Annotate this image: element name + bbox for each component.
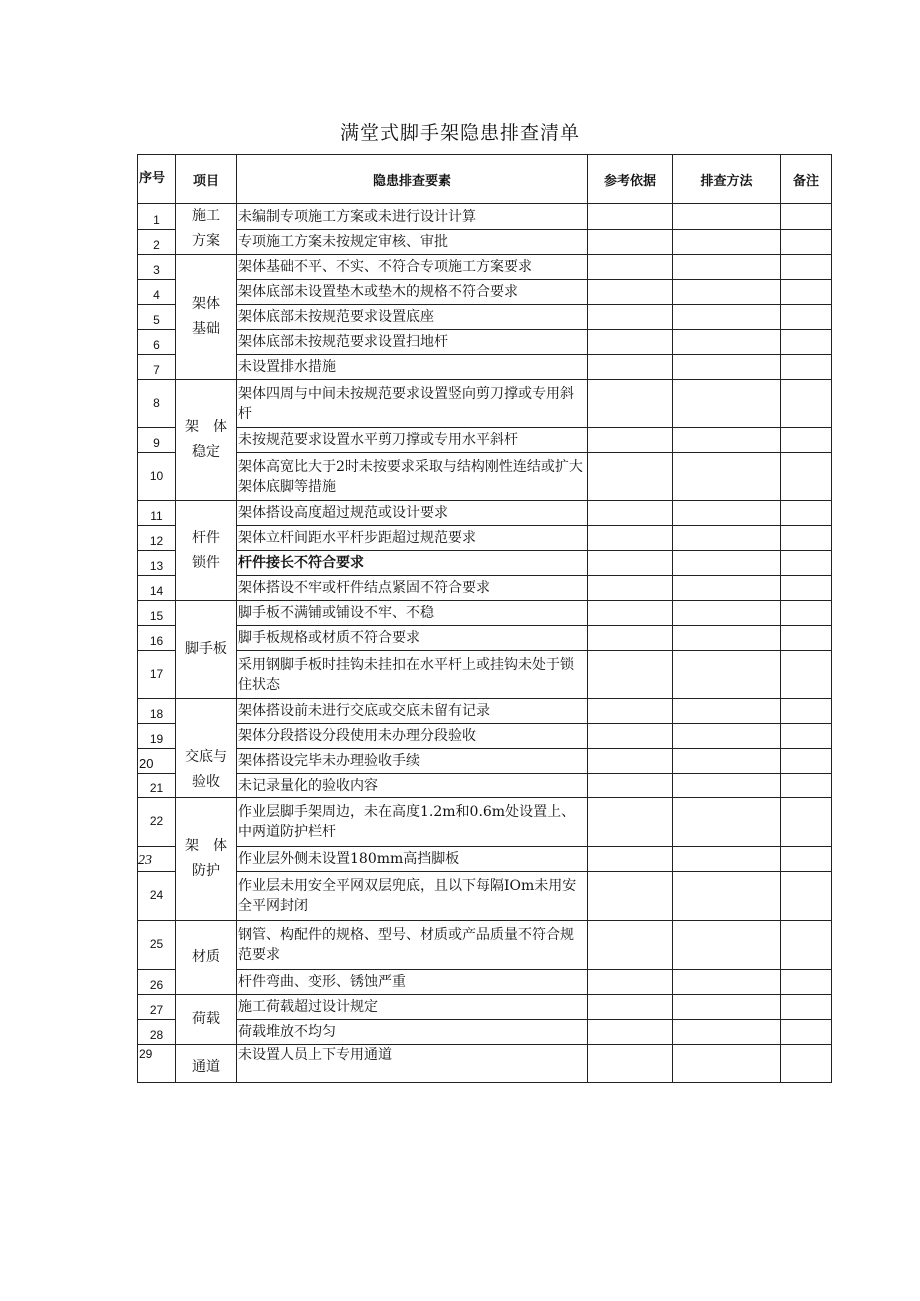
check-item: 架体搭设前未进行交底或交底未留有记录: [237, 699, 588, 724]
check-item: 架体底部未按规范要求设置扫地杆: [237, 330, 588, 355]
basis-cell[interactable]: [588, 305, 673, 330]
table-header-row: [138, 155, 832, 204]
row-number: 1: [138, 204, 176, 230]
table-row: [138, 204, 832, 230]
basis-cell[interactable]: [588, 428, 673, 453]
remark-cell[interactable]: [781, 576, 832, 601]
check-item: 采用钢脚手板时挂钩未挂扣在水平杆上或挂钩未处于锁住状态: [237, 651, 588, 699]
method-cell[interactable]: [673, 626, 781, 651]
row-number: 4: [138, 280, 176, 305]
remark-cell[interactable]: [781, 453, 832, 501]
basis-cell[interactable]: [588, 380, 673, 428]
method-cell[interactable]: [673, 1020, 781, 1045]
hazard-checklist-table: [137, 154, 832, 1083]
method-cell[interactable]: [673, 255, 781, 280]
method-cell[interactable]: [673, 355, 781, 380]
check-item: 作业层外侧未设置180mm高挡脚板: [237, 847, 588, 872]
remark-cell[interactable]: [781, 872, 832, 921]
basis-cell[interactable]: [588, 626, 673, 651]
remark-cell[interactable]: [781, 749, 832, 774]
table-row: [138, 305, 832, 330]
check-item: 架体基础不平、不实、不符合专项施工方案要求: [237, 255, 588, 280]
category-label: 锁件: [192, 554, 220, 571]
category-label: 杆件: [192, 529, 220, 546]
check-item: 施工荷载超过设计规定: [237, 995, 588, 1020]
row-number: 10: [138, 453, 176, 501]
check-item: 杆件接长不符合要求: [237, 551, 588, 576]
basis-cell[interactable]: [588, 551, 673, 576]
method-cell[interactable]: [673, 305, 781, 330]
table-row: [138, 1020, 832, 1045]
basis-cell[interactable]: [588, 724, 673, 749]
method-cell[interactable]: [673, 330, 781, 355]
row-number: 3: [138, 255, 176, 280]
check-item: 架体立杆间距水平杆步距超过规范要求: [237, 526, 588, 551]
row-number: 25: [138, 921, 176, 970]
basis-cell[interactable]: [588, 255, 673, 280]
row-number: 26: [138, 970, 176, 995]
remark-cell[interactable]: [781, 601, 832, 626]
method-cell[interactable]: [673, 724, 781, 749]
category-label: 荷载: [192, 1011, 220, 1027]
basis-cell[interactable]: [588, 651, 673, 699]
remark-cell[interactable]: [781, 230, 832, 255]
remark-cell[interactable]: [781, 428, 832, 453]
basis-cell[interactable]: [588, 1045, 673, 1083]
remark-cell[interactable]: [781, 921, 832, 970]
method-cell[interactable]: [673, 921, 781, 970]
remark-cell[interactable]: [781, 970, 832, 995]
basis-cell[interactable]: [588, 280, 673, 305]
check-item: 专项施工方案未按规定审核、审批: [237, 230, 588, 255]
table-row: [138, 872, 832, 921]
check-item: 未设置人员上下专用通道: [237, 1045, 588, 1083]
category-label: 架 体: [185, 419, 227, 435]
row-number: 2: [138, 230, 176, 255]
basis-cell[interactable]: [588, 1020, 673, 1045]
method-cell[interactable]: [673, 280, 781, 305]
check-item: 未按规范要求设置水平剪刀撑或专用水平斜杆: [237, 428, 588, 453]
row-number: 8: [138, 380, 176, 428]
row-number: 7: [138, 355, 176, 380]
category-stability: [176, 380, 237, 501]
basis-cell[interactable]: [588, 774, 673, 798]
table-row: [138, 428, 832, 453]
row-number: 17: [138, 651, 176, 699]
category-load: [176, 995, 237, 1045]
remark-cell[interactable]: [781, 995, 832, 1020]
table-row: [138, 526, 832, 551]
category-label: 架体: [192, 296, 220, 312]
row-number: 11: [138, 501, 176, 526]
check-item: 架体高宽比大于2时未按要求采取与结构刚性连结或扩大架体底脚等措施: [237, 453, 588, 501]
basis-cell[interactable]: [588, 230, 673, 255]
table-row: [138, 1045, 832, 1083]
category-material: [176, 921, 237, 995]
check-item: 钢管、构配件的规格、型号、材质或产品质量不符合规范要求: [237, 921, 588, 970]
check-item: 作业层脚手架周边，未在高度1.2m和0.6m处设置上、中两道防护栏杆: [237, 798, 588, 847]
table-row: [138, 774, 832, 798]
method-cell[interactable]: [673, 380, 781, 428]
table-row: [138, 626, 832, 651]
category-label: 架 体: [185, 838, 227, 854]
check-item: 架体分段搭设分段使用未办理分段验收: [237, 724, 588, 749]
remark-cell[interactable]: [781, 501, 832, 526]
document-title: 满堂式脚手架隐患排查清单: [339, 122, 580, 144]
category-label: 防护: [192, 863, 220, 879]
check-item: 未记录量化的验收内容: [237, 774, 588, 798]
table-row: [138, 255, 832, 280]
method-cell[interactable]: [673, 995, 781, 1020]
check-item: 作业层未用安全平网双层兜底，且以下每隔IOm未用安全平网封闭: [237, 872, 588, 921]
table-row: [138, 601, 832, 626]
remark-cell[interactable]: [781, 204, 832, 230]
method-cell[interactable]: [673, 749, 781, 774]
method-cell[interactable]: [673, 601, 781, 626]
category-handover-acceptance: [176, 699, 237, 798]
row-number: 22: [138, 798, 176, 847]
method-cell[interactable]: [673, 576, 781, 601]
remark-cell[interactable]: [781, 380, 832, 428]
table-row: [138, 921, 832, 970]
check-item: 荷载堆放不均匀: [237, 1020, 588, 1045]
category-scheme: [176, 204, 237, 255]
header-category: 项目: [176, 155, 237, 204]
method-cell[interactable]: [673, 651, 781, 699]
row-number: 14: [138, 576, 176, 601]
table-row: [138, 501, 832, 526]
header-no: 序号: [138, 155, 176, 204]
row-number: 28: [138, 1020, 176, 1045]
basis-cell[interactable]: [588, 995, 673, 1020]
table-row: [138, 380, 832, 428]
check-item: 脚手板不满铺或铺设不牢、不稳: [237, 601, 588, 626]
row-number: 21: [138, 774, 176, 798]
category-label: 方案: [192, 233, 220, 249]
table-row: [138, 970, 832, 995]
row-number: 29: [138, 1045, 176, 1083]
row-number: 9: [138, 428, 176, 453]
check-item: 架体四周与中间未按规范要求设置竖向剪刀撑或专用斜杆: [237, 380, 588, 428]
row-number: 12: [138, 526, 176, 551]
category-label: 材质: [192, 949, 220, 965]
table-row: [138, 651, 832, 699]
category-scaffold-board: [176, 601, 237, 699]
basis-cell[interactable]: [588, 601, 673, 626]
remark-cell[interactable]: [781, 626, 832, 651]
row-number: 6: [138, 330, 176, 355]
basis-cell[interactable]: [588, 355, 673, 380]
check-item: 架体底部未设置垫木或垫木的规格不符合要求: [237, 280, 588, 305]
basis-cell[interactable]: [588, 847, 673, 872]
category-label: 验收: [192, 774, 220, 790]
category-protection: [176, 798, 237, 921]
remark-cell[interactable]: [781, 699, 832, 724]
row-number: 19: [138, 724, 176, 749]
row-number: 16: [138, 626, 176, 651]
check-item: 未编制专项施工方案或未进行设计计算: [237, 204, 588, 230]
remark-cell[interactable]: [781, 355, 832, 380]
basis-cell[interactable]: [588, 576, 673, 601]
row-number: 23: [138, 847, 176, 872]
row-number: 18: [138, 699, 176, 724]
method-cell[interactable]: [673, 453, 781, 501]
category-label: 脚手板: [185, 641, 227, 657]
header-remark: 备注: [781, 155, 832, 204]
table-row: [138, 230, 832, 255]
remark-cell[interactable]: [781, 305, 832, 330]
remark-cell[interactable]: [781, 280, 832, 305]
method-cell[interactable]: [673, 204, 781, 230]
category-label: 施工: [192, 208, 220, 224]
basis-cell[interactable]: [588, 526, 673, 551]
remark-cell[interactable]: [781, 798, 832, 847]
category-foundation: [176, 255, 237, 380]
remark-cell[interactable]: [781, 724, 832, 749]
check-item: 杆件弯曲、变形、锈蚀严重: [237, 970, 588, 995]
basis-cell[interactable]: [588, 453, 673, 501]
basis-cell[interactable]: [588, 970, 673, 995]
method-cell[interactable]: [673, 847, 781, 872]
category-members-locks: [176, 501, 237, 601]
row-number: 15: [138, 601, 176, 626]
category-label: 稳定: [192, 444, 220, 460]
row-number: 13: [138, 551, 176, 576]
remark-cell[interactable]: [781, 330, 832, 355]
check-item: 脚手板规格或材质不符合要求: [237, 626, 588, 651]
check-item: 未设置排水措施: [237, 355, 588, 380]
method-cell[interactable]: [673, 230, 781, 255]
remark-cell[interactable]: [781, 526, 832, 551]
remark-cell[interactable]: [781, 651, 832, 699]
remark-cell[interactable]: [781, 774, 832, 798]
row-number: 24: [138, 872, 176, 921]
table-row: [138, 330, 832, 355]
basis-cell[interactable]: [588, 501, 673, 526]
table-row: [138, 576, 832, 601]
remark-cell[interactable]: [781, 847, 832, 872]
remark-cell[interactable]: [781, 1020, 832, 1045]
remark-cell[interactable]: [781, 1045, 832, 1083]
row-number: 5: [138, 305, 176, 330]
basis-cell[interactable]: [588, 749, 673, 774]
table-row: [138, 798, 832, 847]
method-cell[interactable]: [673, 774, 781, 798]
category-label: 交底与: [185, 749, 227, 765]
check-item: 架体搭设不牢或杆件结点紧固不符合要求: [237, 576, 588, 601]
table-row: [138, 749, 832, 774]
table-row: [138, 453, 832, 501]
header-method: 排查方法: [673, 155, 781, 204]
method-cell[interactable]: [673, 428, 781, 453]
table-row: [138, 551, 832, 576]
method-cell[interactable]: [673, 970, 781, 995]
check-item: 架体底部未按规范要求设置底座: [237, 305, 588, 330]
basis-cell[interactable]: [588, 330, 673, 355]
method-cell[interactable]: [673, 1045, 781, 1083]
method-cell[interactable]: [673, 872, 781, 921]
table-row: [138, 995, 832, 1020]
basis-cell[interactable]: [588, 921, 673, 970]
basis-cell[interactable]: [588, 204, 673, 230]
basis-cell[interactable]: [588, 798, 673, 847]
method-cell[interactable]: [673, 501, 781, 526]
table-row: [138, 355, 832, 380]
table-row: [138, 724, 832, 749]
check-item: 架体搭设完毕未办理验收手续: [237, 749, 588, 774]
row-number: 20: [138, 749, 176, 774]
check-item: 架体搭设高度超过规范或设计要求: [237, 501, 588, 526]
row-number: 27: [138, 995, 176, 1020]
header-basis: 参考依据: [588, 155, 673, 204]
basis-cell[interactable]: [588, 699, 673, 724]
remark-cell[interactable]: [781, 551, 832, 576]
table-row: [138, 847, 832, 872]
method-cell[interactable]: [673, 526, 781, 551]
method-cell[interactable]: [673, 699, 781, 724]
category-label: 通道: [192, 1059, 220, 1075]
remark-cell[interactable]: [781, 255, 832, 280]
table-row: [138, 280, 832, 305]
header-item: 隐患排查要素: [237, 155, 588, 204]
table-row: [138, 699, 832, 724]
basis-cell[interactable]: [588, 872, 673, 921]
category-passage: [176, 1045, 237, 1083]
method-cell[interactable]: [673, 798, 781, 847]
method-cell[interactable]: [673, 551, 781, 576]
category-label: 基础: [192, 321, 220, 337]
